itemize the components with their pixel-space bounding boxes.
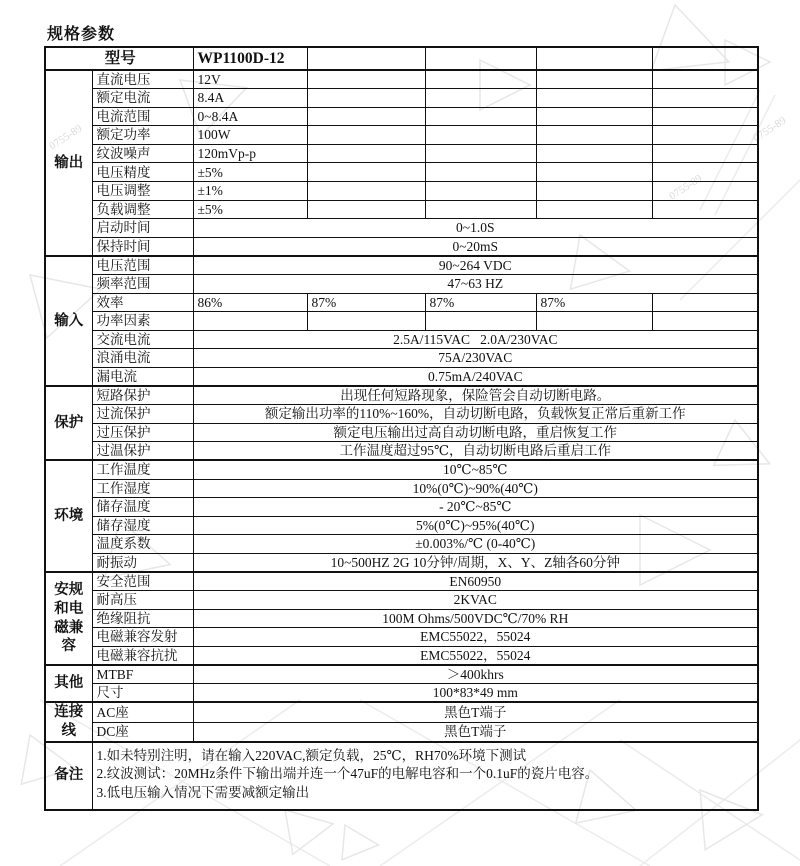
row-value: ±5% xyxy=(193,200,307,219)
table-row xyxy=(45,182,758,201)
row-label: AC座 xyxy=(92,702,193,722)
table-row xyxy=(45,665,758,684)
empty-cell xyxy=(536,126,652,145)
table-row xyxy=(45,144,758,163)
section-label-output: 输出 xyxy=(45,70,92,256)
row-label: 负载调整 xyxy=(92,200,193,219)
row-value: 10℃~85℃ xyxy=(193,460,758,479)
table-row xyxy=(45,609,758,628)
table-row xyxy=(45,126,758,145)
empty-cell xyxy=(536,144,652,163)
row-value: 12V xyxy=(193,70,307,89)
empty-cell xyxy=(425,200,536,219)
efficiency-cell: 87% xyxy=(536,293,652,312)
notes-row xyxy=(45,742,758,810)
row-value: 额定电压输出过高自动切断电路，重启恢复工作 xyxy=(193,423,758,442)
row-value: 5%(0℃)~95%(40℃) xyxy=(193,516,758,535)
model-row xyxy=(45,47,758,70)
table-row xyxy=(45,423,758,442)
empty-cell xyxy=(536,312,652,331)
empty-cell xyxy=(425,182,536,201)
row-value: 工作温度超过95℃，自动切断电路后重启工作 xyxy=(193,442,758,461)
row-label: 漏电流 xyxy=(92,368,193,387)
efficiency-cell: 86% xyxy=(193,293,307,312)
row-value: 2.5A/115VAC 2.0A/230VAC xyxy=(193,330,758,349)
table-row xyxy=(45,460,758,479)
empty-cell xyxy=(652,89,758,108)
section-label-input: 输入 xyxy=(45,256,92,386)
page-title: 规格参数 xyxy=(47,26,116,43)
empty-cell xyxy=(425,47,536,70)
empty-cell xyxy=(652,182,758,201)
note-line: 3.低电压输入情况下需要减额定输出 xyxy=(96,784,310,800)
row-value: ±1% xyxy=(193,182,307,201)
row-value: 10%(0℃)~90%(40℃) xyxy=(193,479,758,498)
table-row xyxy=(45,442,758,461)
row-label: 额定功率 xyxy=(92,126,193,145)
table-row xyxy=(45,553,758,572)
empty-cell xyxy=(307,89,425,108)
row-label: DC座 xyxy=(92,722,193,742)
row-value: 100*83*49 mm xyxy=(193,684,758,703)
empty-cell xyxy=(307,126,425,145)
empty-cell xyxy=(307,182,425,201)
empty-cell xyxy=(536,107,652,126)
row-label: 过温保护 xyxy=(92,442,193,461)
table-row xyxy=(45,368,758,387)
row-value: ±0.003%/℃ (0-40℃) xyxy=(193,535,758,554)
table-row xyxy=(45,349,758,368)
row-label: 额定电流 xyxy=(92,89,193,108)
row-value: 2KVAC xyxy=(193,591,758,610)
empty-cell xyxy=(652,70,758,89)
table-row xyxy=(45,516,758,535)
empty-cell xyxy=(307,163,425,182)
row-value: 黑色T端子 xyxy=(193,722,758,742)
table-row xyxy=(45,572,758,591)
row-value: 100M Ohms/500VDC℃/70% RH xyxy=(193,609,758,628)
row-value: 额定输出功率的110%~160%，自动切断电路，负载恢复正常后重新工作 xyxy=(193,405,758,424)
table-row xyxy=(45,219,758,238)
empty-cell xyxy=(536,70,652,89)
empty-cell xyxy=(652,312,758,331)
empty-cell xyxy=(425,163,536,182)
row-value: 90~264 VDC xyxy=(193,256,758,275)
table-row xyxy=(45,386,758,405)
row-label: 尺寸 xyxy=(92,684,193,703)
empty-cell xyxy=(425,144,536,163)
row-label: MTBF xyxy=(92,665,193,684)
row-label: 储存湿度 xyxy=(92,516,193,535)
table-row xyxy=(45,200,758,219)
row-value: 黑色T端子 xyxy=(193,702,758,722)
row-value: 100W xyxy=(193,126,307,145)
row-label: 保持时间 xyxy=(92,237,193,256)
row-value: 0~20mS xyxy=(193,237,758,256)
table-row xyxy=(45,535,758,554)
row-label: 过流保护 xyxy=(92,405,193,424)
row-label: 功率因素 xyxy=(92,312,193,331)
row-value: - 20℃~85℃ xyxy=(193,498,758,517)
row-value: 0~1.0S xyxy=(193,219,758,238)
row-label: 频率范围 xyxy=(92,275,193,294)
table-row xyxy=(45,479,758,498)
row-value: ±5% xyxy=(193,163,307,182)
row-label: 电流范围 xyxy=(92,107,193,126)
svg-text:0755-89: 0755-89 xyxy=(667,172,705,203)
table-row xyxy=(45,312,758,331)
empty-cell xyxy=(425,107,536,126)
table-row xyxy=(45,498,758,517)
row-label: 电压调整 xyxy=(92,182,193,201)
section-label-protection: 保护 xyxy=(45,386,92,460)
row-label: 电压范围 xyxy=(92,256,193,275)
empty-cell xyxy=(307,47,425,70)
section-label-notes: 备注 xyxy=(45,742,92,810)
row-value: 75A/230VAC xyxy=(193,349,758,368)
section-label-connector: 连接线 xyxy=(45,702,92,742)
row-label: 安全范围 xyxy=(92,572,193,591)
empty-cell xyxy=(536,47,652,70)
row-value: 10~500HZ 2G 10分钟/周期，X、Y、Z轴各60分钟 xyxy=(193,553,758,572)
row-label: 电压精度 xyxy=(92,163,193,182)
row-label: 启动时间 xyxy=(92,219,193,238)
table-row xyxy=(45,70,758,89)
row-label: 绝缘阻抗 xyxy=(92,609,193,628)
table-row xyxy=(45,163,758,182)
row-value: ＞400khrs xyxy=(193,665,758,684)
row-label: 直流电压 xyxy=(92,70,193,89)
empty-cell xyxy=(307,70,425,89)
svg-text:0755-89: 0755-89 xyxy=(47,122,85,153)
svg-text:0755-89: 0755-89 xyxy=(751,114,789,145)
notes-cell xyxy=(92,742,758,810)
empty-cell xyxy=(307,200,425,219)
row-label: 过压保护 xyxy=(92,423,193,442)
model-value: WP1100D-12 xyxy=(193,47,307,70)
table-row xyxy=(45,591,758,610)
empty-cell xyxy=(307,107,425,126)
table-row xyxy=(45,256,758,275)
row-label: 温度系数 xyxy=(92,535,193,554)
table-row xyxy=(45,275,758,294)
row-label: 交流电流 xyxy=(92,330,193,349)
table-row xyxy=(45,684,758,703)
row-value: 8.4A xyxy=(193,89,307,108)
empty-cell xyxy=(652,144,758,163)
efficiency-cell: 87% xyxy=(425,293,536,312)
table-row xyxy=(45,89,758,108)
spec-table xyxy=(44,46,759,811)
empty-cell xyxy=(425,70,536,89)
note-line: 1.如未特别注明，请在输入220VAC,额定负载，25℃，RH70%环境下测试 xyxy=(96,747,527,763)
table-row xyxy=(45,702,758,722)
empty-cell xyxy=(307,144,425,163)
row-label: 储存温度 xyxy=(92,498,193,517)
section-label-safety-emc: 安规和电磁兼容 xyxy=(45,572,92,665)
table-row xyxy=(45,107,758,126)
model-label: 型号 xyxy=(45,47,193,70)
section-label-other: 其他 xyxy=(45,665,92,702)
row-value: 0.75mA/240VAC xyxy=(193,368,758,387)
empty-cell xyxy=(536,163,652,182)
efficiency-cell xyxy=(652,293,758,312)
row-value: EMC55022，55024 xyxy=(193,646,758,665)
row-label: 电磁兼容发射 xyxy=(92,628,193,647)
note-line: 2.纹波测试：20MHz条件下输出端并连一个47uF的电解电容和一个0.1uF的瓷片电容。 xyxy=(96,766,599,782)
empty-cell xyxy=(652,200,758,219)
row-value: EMC55022，55024 xyxy=(193,628,758,647)
empty-cell xyxy=(425,89,536,108)
empty-cell xyxy=(652,126,758,145)
efficiency-cell: 87% xyxy=(307,293,425,312)
row-value: 47~63 HZ xyxy=(193,275,758,294)
row-label: 效率 xyxy=(92,293,193,312)
empty-cell xyxy=(536,200,652,219)
empty-cell xyxy=(652,107,758,126)
section-label-environment: 环境 xyxy=(45,460,92,572)
empty-cell xyxy=(425,312,536,331)
empty-cell xyxy=(193,312,307,331)
row-value: EN60950 xyxy=(193,572,758,591)
table-row xyxy=(45,293,758,312)
empty-cell xyxy=(425,126,536,145)
row-value: 出现任何短路现象，保险管会自动切断电路。 xyxy=(193,386,758,405)
table-row xyxy=(45,237,758,256)
table-row xyxy=(45,330,758,349)
row-label: 工作温度 xyxy=(92,460,193,479)
row-label: 纹波噪声 xyxy=(92,144,193,163)
row-label: 浪涌电流 xyxy=(92,349,193,368)
empty-cell xyxy=(652,163,758,182)
row-value: 120mVp-p xyxy=(193,144,307,163)
empty-cell xyxy=(652,47,758,70)
empty-cell xyxy=(307,312,425,331)
empty-cell xyxy=(536,182,652,201)
table-row xyxy=(45,646,758,665)
table-row xyxy=(45,722,758,742)
row-label: 电磁兼容抗扰 xyxy=(92,646,193,665)
row-value: 0~8.4A xyxy=(193,107,307,126)
empty-cell xyxy=(536,89,652,108)
row-label: 耐高压 xyxy=(92,591,193,610)
row-label: 工作湿度 xyxy=(92,479,193,498)
table-row xyxy=(45,405,758,424)
row-label: 耐振动 xyxy=(92,553,193,572)
row-label: 短路保护 xyxy=(92,386,193,405)
table-row xyxy=(45,628,758,647)
